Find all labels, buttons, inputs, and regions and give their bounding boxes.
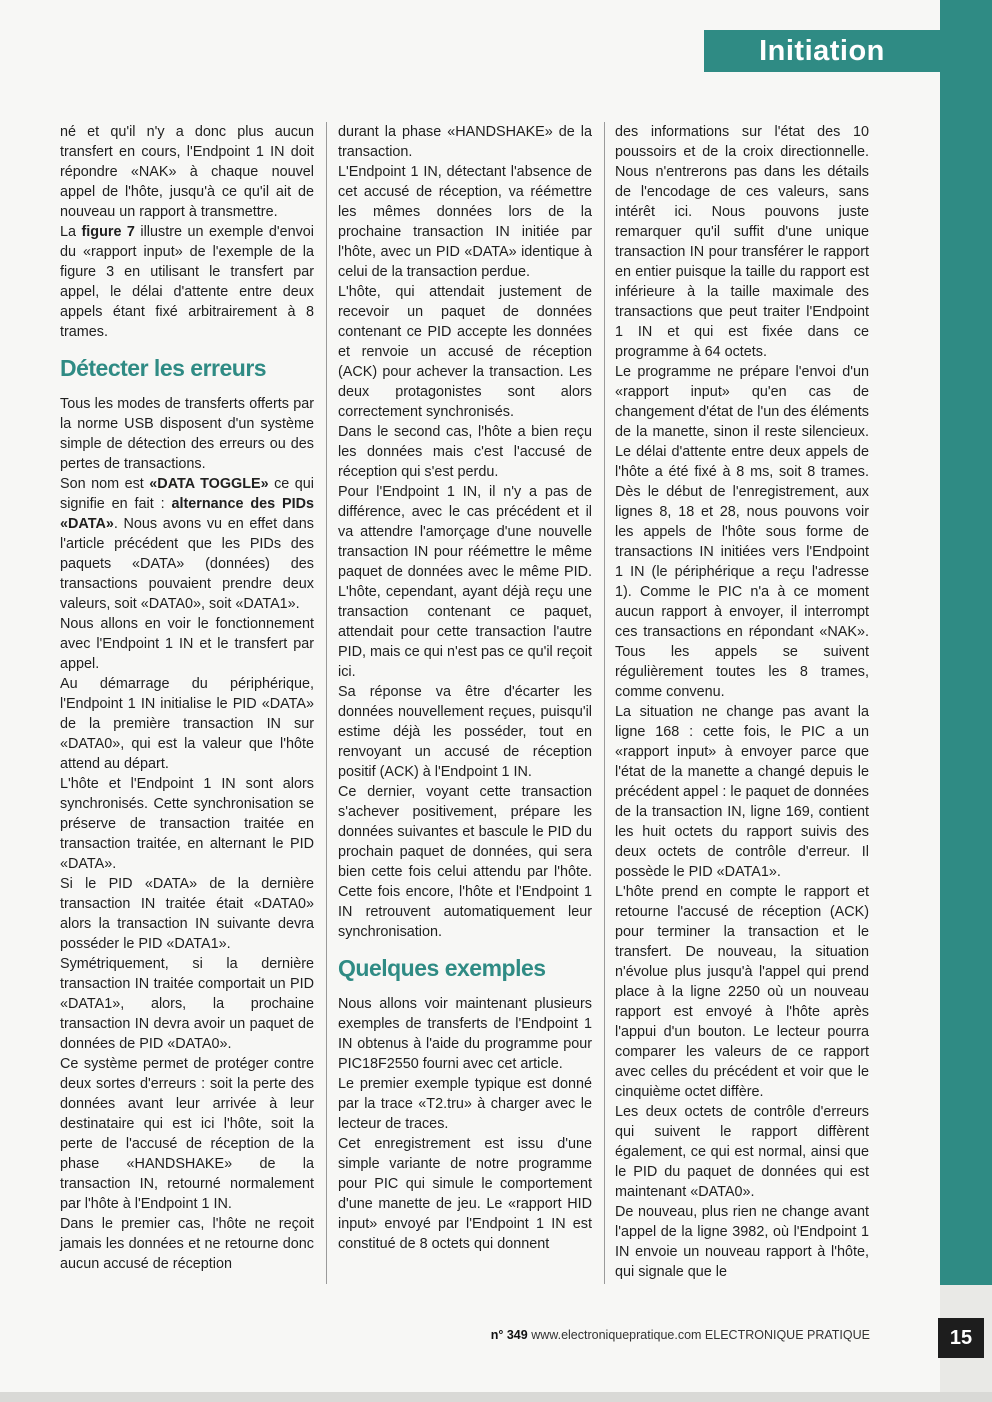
section-tab: Initiation	[704, 30, 940, 72]
page-number: 15	[938, 1318, 984, 1358]
issue-number: 349	[506, 1328, 528, 1342]
paragraph: Au démarrage du périphérique, l'Endpoint 1 IN initialise le PID «DATA» de la première transaction IN sur «DATA0», qui est la valeur que l'hôte attend au départ.	[60, 676, 314, 772]
paragraph: L'Endpoint 1 IN, détectant l'absence de cet accusé de réception, va réémettre les mêmes données lors de la prochaine transaction IN initiée par l'hôte, avec un PID «DATA» identique à celui de la transaction perdue.	[338, 164, 592, 280]
page-bottom-edge	[0, 1392, 992, 1402]
paragraph: La situation ne change pas avant la ligne 168 : cette fois, le PIC a un «rapport input» à envoyer parce que l'état de la manette a changé depuis le précédent appel : le paquet de données de la transaction IN, ligne 169, contient les huit octets du rapport suivis des deux octets de contrôle d'erreur. Il possède le PID «DATA1».	[615, 704, 869, 880]
paragraph: Le premier exemple typique est donné par la trace «T2.tru» à charger avec le lecteur de traces.	[338, 1076, 592, 1132]
issue-prefix: n°	[490, 1328, 504, 1342]
paragraph: né et qu'il n'y a donc plus aucun transfert en cours, l'Endpoint 1 IN doit répondre «NAK» à chaque nouvel appel de l'hôte, jusqu'à ce qu'il ait de nouveau un rapport à transmettre.	[60, 124, 314, 220]
paragraph: L'hôte, qui attendait justement de recevoir un paquet de données contenant ce PID accepte les données et renvoie un accusé de réception (ACK) pour achever la transaction. Les deux protagonistes sont alors correctement synchronisés.	[338, 284, 592, 420]
paragraph: La figure 7 illustre un exemple d'envoi du «rapport input» de l'exemple de la figure 3 en utilisant le transfert par appel, le délai d'attente entre deux appels étant fixé arbitrairement à 8 trames.	[60, 224, 314, 340]
magazine-name: ELECTRONIQUE PRATIQUE	[704, 1328, 870, 1342]
paragraph: Les deux octets de contrôle d'erreurs qui suivent le rapport diffèrent également, ce qui est normal, ainsi que le PID du paquet de données qui est maintenant «DATA0».	[615, 1104, 869, 1200]
paragraph: Dans le second cas, l'hôte a bien reçu les données mais c'est l'accusé de réception qui s'est perdu.	[338, 424, 592, 480]
section-heading: Détecter les erreurs	[60, 355, 267, 381]
column-divider	[604, 122, 605, 1284]
paragraph: des informations sur l'état des 10 poussoirs et de la croix directionnelle. Nous n'entrerons pas dans les détails de l'encodage de ces valeurs, sans intérêt ici. Nous pouvons juste remarquer qu'il suffit d'une unique transaction IN pour transférer le rapport en entier puisque la taille du rapport est inférieure à la taille maximale des transactions que peut traiter l'Endpoint 1 IN et qui est fixée dans ce programme à 64 octets.	[615, 124, 869, 360]
paragraph: Nous allons voir maintenant plusieurs exemples de transferts de l'Endpoint 1 IN obtenus à l'aide du programme pour PIC18F2550 fourni avec cet article.	[338, 996, 592, 1072]
paragraph: L'hôte et l'Endpoint 1 IN sont alors synchronisés. Cette synchronisation se préserve de transaction traitée en transaction traitée, en alternant le PID «DATA».	[60, 776, 314, 872]
teal-side-band	[940, 0, 992, 1402]
paragraph: Le programme ne prépare l'envoi d'un «rapport input» qu'en cas de changement d'état de l'un des éléments de la manette, sinon il reste silencieux. Le délai d'attente entre deux appels de l'hôte a été fixé à 8 ms, soit 8 trames. Dès le début de l'enregistrement, aux lignes 8, 18 et 28, nous pouvons voir les appels de l'hôte sous forme de transactions IN initiées vers l'Endpoint 1 IN (le périphérique a reçu l'adresse 1). Comme le PIC n'a à ce moment aucun rapport à envoyer, il interrompt ces transactions en répondant «NAK». Tous les appels se suivent régulièrement toutes les 8 trames, comme convenu.	[615, 364, 869, 700]
section-heading: Quelques exemples	[338, 955, 546, 981]
paragraph: Si le PID «DATA» de la dernière transaction IN traitée était «DATA0» alors la transaction IN suivante devra posséder le PID «DATA1».	[60, 876, 314, 952]
column-2	[338, 122, 592, 1254]
column-1	[60, 122, 314, 1274]
paragraph: Son nom est «DATA TOGGLE» ce qui signifie en fait : alternance des PIDs «DATA». Nous avons vu en effet dans l'article précédent que les PIDs des paquets «DATA» (données) des transactions pouvaient prendre deux valeurs, soit «DATA0», soit «DATA1».	[60, 476, 315, 612]
paragraph: L'hôte prend en compte le rapport et retourne l'accusé de réception (ACK) pour terminer la transaction et le transfert. De nouveau, la situation n'évolue plus jusqu'à l'appel qui prend place à la ligne 2250 où un nouveau rapport est envoyé à l'hôte après l'appui d'un bouton. Le lecteur pourra comparer les valeurs de ce rapport avec celles du précédent et voir que le cinquième octet diffère.	[615, 884, 869, 1100]
paragraph: Ce système permet de protéger contre deux sortes d'erreurs : soit la perte des données avant leur arrivée à leur destinataire qui est ici l'hôte, soit la perte de l'accusé de réception de la phase «HANDSHAKE» de la transaction IN, retourné normalement par l'hôte à l'Endpoint 1 IN.	[60, 1056, 314, 1212]
paragraph: Tous les modes de transferts offerts par la norme USB disposent d'un système simple de détection des erreurs ou des pertes de transactions.	[60, 396, 314, 472]
paragraph: Pour l'Endpoint 1 IN, il n'y a pas de différence, avec le cas précédent et il va attendre l'amorçage d'une nouvelle transaction IN pour réémettre le même paquet de données avec le même PID. L'hôte, cependant, ayant déjà reçu une transaction contenant ce paquet, attendait pour cette transaction l'autre PID, mais ce qui n'est pas ce qu'il reçoit ici.	[338, 484, 592, 680]
paragraph: Cet enregistrement est issu d'une simple variante de notre programme pour PIC qui simule le comportement d'une manette de jeu. Le «rapport HID input» envoyé par l'Endpoint 1 IN est constitué de 8 octets qui donnent	[338, 1136, 592, 1252]
paragraph: Sa réponse va être d'écarter les données nouvellement reçues, puisqu'il estime déjà les posséder, tout en renvoyant un accusé de réception positif (ACK) à l'Endpoint 1 IN.	[338, 684, 592, 780]
page-footer	[0, 1328, 870, 1348]
column-3	[615, 122, 869, 1282]
paragraph: De nouveau, plus rien ne change avant l'appel de la ligne 3982, où l'Endpoint 1 IN envoie un nouveau rapport à l'hôte, qui signale que le	[615, 1204, 869, 1280]
website-url: www.electroniquepratique.com	[531, 1328, 702, 1342]
column-divider	[326, 122, 327, 1284]
paragraph: Symétriquement, si la dernière transaction IN traitée comportait un PID «DATA1», alors, la prochaine transaction IN devra avoir un paquet de données de PID «DATA0».	[60, 956, 314, 1052]
paragraph: Ce dernier, voyant cette transaction s'achever positivement, prépare les données suivantes et bascule le PID du prochain paquet de données, qui sera bien cette fois celui attendu par l'hôte. Cette fois encore, l'hôte et l'Endpoint 1 IN retrouvent automatiquement leur synchronisation.	[338, 784, 592, 940]
paragraph: durant la phase «HANDSHAKE» de la transaction.	[338, 124, 592, 160]
paragraph: Dans le premier cas, l'hôte ne reçoit jamais les données et ne retourne donc aucun accusé de réception	[60, 1216, 314, 1272]
paragraph: Nous allons en voir le fonctionnement avec l'Endpoint 1 IN et le transfert par appel.	[60, 616, 314, 672]
